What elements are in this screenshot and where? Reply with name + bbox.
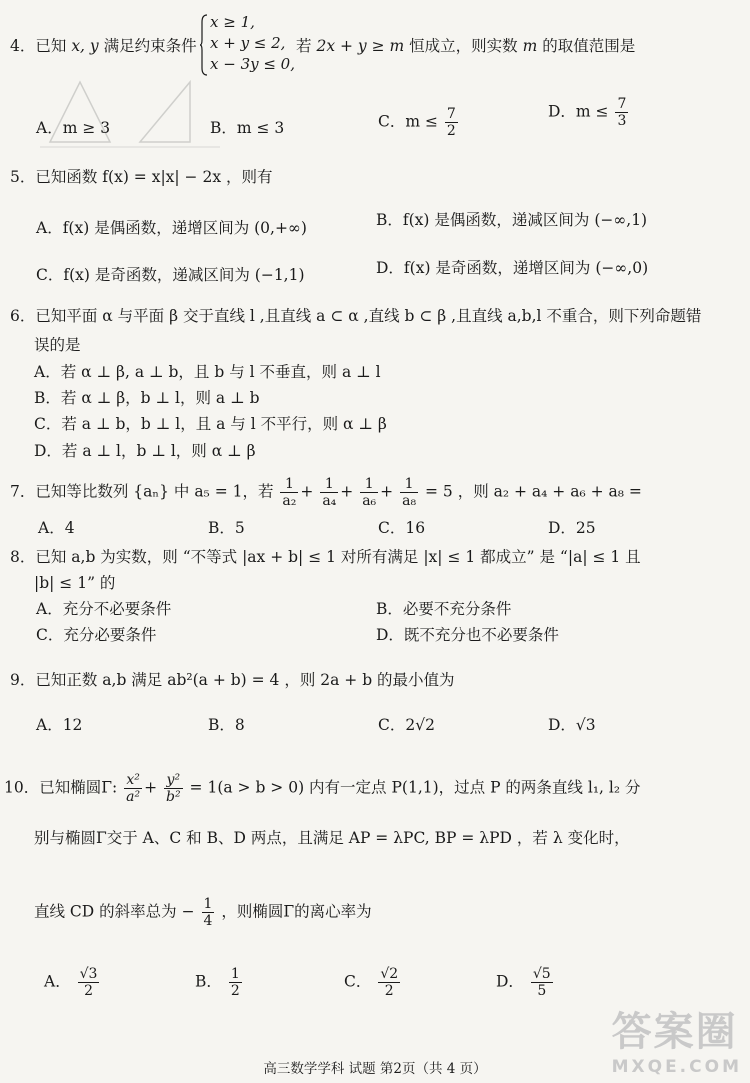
q10-b-den: 2: [230, 983, 240, 999]
q10-option-a-prefix: A．: [44, 972, 71, 991]
q4-option-b: B．m ≤ 3: [210, 119, 285, 137]
q4-option-d: [548, 96, 630, 129]
q4-stem-b: 满足约束条件: [103, 37, 197, 55]
q7-option-b: B．5: [208, 519, 245, 537]
q5-option-a: A．f(x) 是偶函数，递增区间为 (0,+∞): [36, 219, 307, 237]
q7-frac-4-num: 1: [400, 476, 418, 493]
q9-stem: 9．已知正数 a,b 满足 ab²(a + b) = 4 ，则 2a + b 的最小值为: [10, 671, 455, 689]
q10-c-num: √2: [380, 966, 399, 982]
q7-frac-3-den: a₆: [362, 493, 377, 509]
q10-stem-line1: 10．已知椭圆Γ: $\frac{\text{x²}}{\text{a²}}$ + $\frac{\text{y²}}{\text{b²}}$ = 1(a > b > 0) 内有一定点 P(1,1)，过点 P 的两条直线 l₁, l₂ 分: [4, 772, 641, 805]
q5-option-c: C．f(x) 是奇函数，递减区间为 (−1,1): [36, 266, 305, 284]
q7-frac-4: [400, 476, 418, 509]
q7-frac-4-den: a₈: [402, 493, 417, 509]
q4-stem-d: 恒成立，则实数: [409, 37, 518, 55]
q4-c-numerator: 7: [446, 106, 456, 122]
constraint-1: x ≥ 1,: [210, 13, 255, 31]
q7-frac-1-den: a₂: [282, 493, 297, 509]
q8-option-d: D．既不充分也不必要条件: [376, 626, 559, 644]
q8-stem-line1: 8．已知 a,b 为实数，则 “不等式 |ax + b| ≤ 1 对所有满足 |x| ≤ 1 都成立” 是 “|a| ≤ 1 且: [10, 548, 641, 566]
q4-stem-c: 若: [296, 37, 312, 55]
q10-option-a-fraction: [78, 966, 100, 999]
q6-stem-line1: 6．已知平面 α 与平面 β 交于直线 l ,且直线 a ⊂ α ,直线 b ⊂ β ,且直线 a,b,l 不重合，则下列命题错: [10, 307, 702, 325]
q4-c-denominator: 2: [446, 123, 456, 139]
q7-option-a: A．4: [38, 519, 75, 537]
q9-option-b: B．8: [208, 716, 245, 734]
q10-option-c-fraction: [378, 966, 400, 999]
q10-option-c-prefix: C．: [344, 972, 372, 991]
q8-stem-line2: |b| ≤ 1” 的: [34, 574, 116, 592]
q5-option-d: D．f(x) 是奇函数，递增区间为 (−∞,0): [376, 259, 649, 277]
q7-stem-b: = 5 ，则 a₂ + a₄ + a₆ + a₈ =: [425, 482, 642, 501]
q10-option-d: [496, 966, 555, 999]
q10-stem1-a: 10．已知椭圆Γ:: [4, 778, 118, 797]
q7-frac-2: [320, 476, 338, 509]
q7-stem: 7．已知等比数列 {aₙ} 中 a₅ = 1，若 $\frac{1}{\text{a₂}}$ + $\frac{1}{\text{a₄}}$ + $\frac{1}{\text{a₆}}$ + $\frac{1}{\text{a₈}}$ = 5 ，则 a₂ + a₄ + a₆ + a₈ =: [10, 476, 642, 509]
q8-option-b: B．必要不充分条件: [376, 600, 512, 618]
q10-b2: b²: [166, 789, 181, 805]
q10-y2: y²: [164, 772, 183, 789]
q7-frac-3: [360, 476, 378, 509]
q10-option-c: [344, 966, 402, 999]
q9-option-d: D．√3: [548, 716, 596, 734]
q8-option-a: A．充分不必要条件: [36, 600, 172, 618]
q10-frac-x: [124, 772, 142, 805]
q10-stem3-b: ，则椭圆Γ的离心率为: [221, 902, 372, 921]
q10-option-b-fraction: [229, 966, 242, 999]
q10-x2: x²: [124, 772, 142, 789]
q10-option-d-prefix: D．: [496, 972, 524, 991]
q7-option-d: D．25: [548, 519, 596, 537]
q10-d-den: 5: [537, 983, 547, 999]
q5-option-b: B．f(x) 是偶函数，递减区间为 (−∞,1): [376, 211, 648, 229]
q4-d-denominator: 3: [617, 113, 627, 129]
q6-option-b: B．若 α ⊥ β，b ⊥ l，则 a ⊥ b: [34, 389, 260, 407]
q7-frac-3-num: 1: [360, 476, 378, 493]
q4-option-a: A．m ≥ 3: [36, 119, 111, 137]
constraint-2: x + y ≤ 2,: [210, 34, 286, 52]
q6-option-a: A．若 α ⊥ β, a ⊥ b，且 b 与 l 不垂直，则 a ⊥ l: [34, 363, 381, 381]
q4-option-c-prefix: C．m ≤: [378, 112, 438, 131]
q10-a-num: √3: [79, 966, 98, 982]
q10-frac-y: [164, 772, 183, 805]
q10-option-a: [44, 966, 101, 999]
q9-option-a: A．12: [36, 716, 83, 734]
q10-stem1-b: = 1(a > b > 0) 内有一定点 P(1,1)，过点 P 的两条直线 l₁, l₂ 分: [189, 778, 641, 797]
q4-option-d-fraction: [615, 96, 628, 129]
q7-frac-1-num: 1: [280, 476, 298, 493]
watermark-line1: 答案圈: [611, 1009, 738, 1055]
q10-slope-den: 4: [203, 913, 213, 929]
q5-stem: 5．已知函数 f(x) = x|x| − 2x ，则有: [10, 168, 273, 186]
q4-stem-e: 的取值范围是: [542, 37, 636, 55]
q10-a-den: 2: [84, 983, 94, 999]
q10-d-num: √5: [532, 966, 551, 982]
q4-condition: 2x + y ≥ m: [316, 37, 405, 55]
q6-option-c: C．若 a ⊥ b，b ⊥ l，且 a 与 l 不平行，则 α ⊥ β: [34, 415, 387, 433]
q4-option-c: [378, 106, 460, 139]
q10-slope-fraction: [202, 896, 215, 929]
q7-frac-2-den: a₄: [322, 493, 337, 509]
q10-stem3-a: 直线 CD 的斜率总为 −: [34, 902, 195, 921]
constraint-system: [202, 12, 295, 75]
q10-b-num: 1: [230, 966, 240, 982]
q4-option-c-fraction: [445, 106, 458, 139]
q10-c-den: 2: [384, 983, 394, 999]
q9-option-c: C．2√2: [378, 716, 435, 734]
q10-option-d-fraction: [531, 966, 553, 999]
q10-a2: a²: [126, 789, 141, 805]
q4-option-d-prefix: D．m ≤: [548, 102, 609, 121]
q4-stem-a: 4．已知: [10, 37, 67, 55]
q10-option-b: [195, 966, 244, 999]
q10-stem-line2: 别与椭圆Γ交于 A、C 和 B、D 两点，且满足 AP = λPC, BP = λPD ，若 λ 变化时，: [34, 829, 630, 847]
q10-stem-line3: [34, 896, 372, 929]
q7-frac-1: [280, 476, 298, 509]
q7-frac-2-num: 1: [320, 476, 338, 493]
watermark-logo: [612, 1000, 742, 1077]
q10-slope-num: 1: [203, 896, 213, 912]
watermark-line2: MXQE.COM: [611, 1057, 742, 1077]
q4-vars: x, y: [71, 37, 99, 55]
page-footer: 高三数学学科 试题 第2页（共 4 页）: [263, 1061, 487, 1077]
q8-option-c: C．充分必要条件: [36, 626, 157, 644]
q10-option-b-prefix: B．: [195, 972, 222, 991]
q4-d-numerator: 7: [617, 96, 627, 112]
q4-var-m: m: [522, 37, 538, 55]
q7-option-c: C．16: [378, 519, 426, 537]
constraint-3: x − 3y ≤ 0,: [210, 55, 295, 73]
q6-option-d: D．若 a ⊥ l，b ⊥ l，则 α ⊥ β: [34, 442, 256, 460]
q6-stem-line2: 误的是: [34, 336, 81, 354]
q7-stem-a: 7．已知等比数列 {aₙ} 中 a₅ = 1，若: [10, 482, 274, 501]
